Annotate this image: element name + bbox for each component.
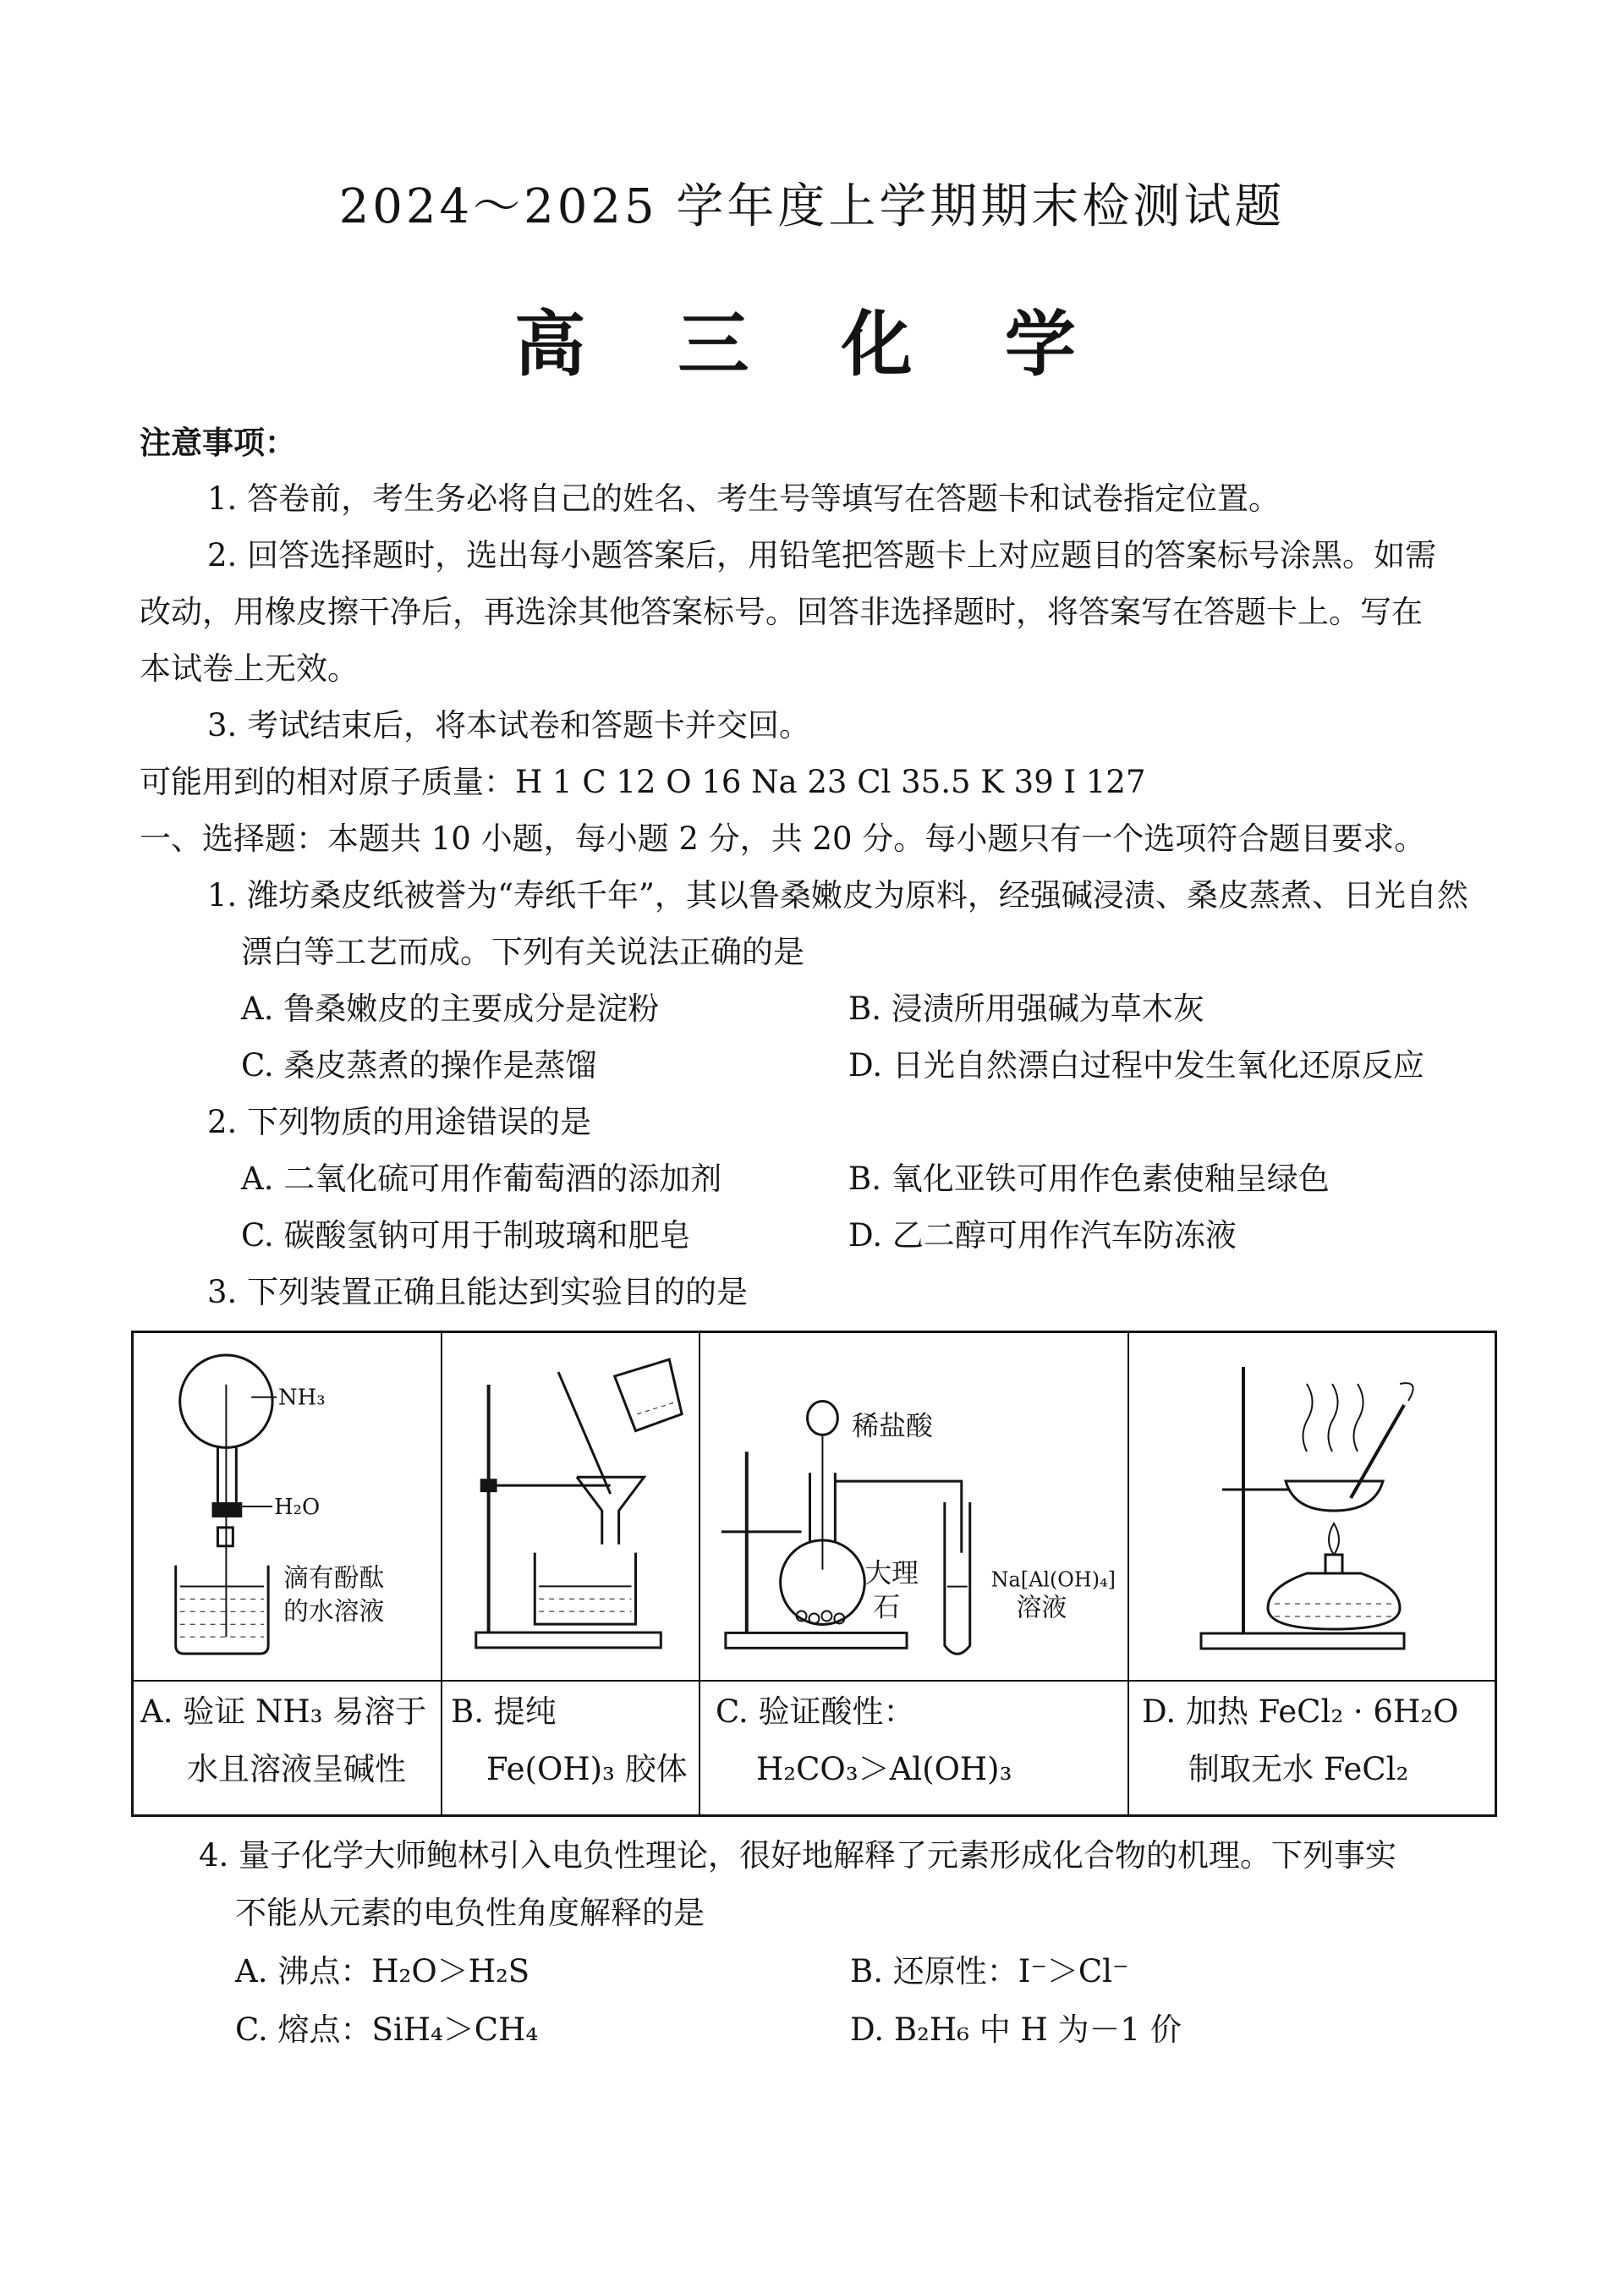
caption-c: [700, 1683, 1143, 1798]
label-nh3: NH₃: [278, 1385, 326, 1411]
q4-option-d: D. B₂H₆ 中 H 为－1 价: [850, 2011, 1182, 2048]
filtration-diagram: [442, 1333, 699, 1678]
label-phenolphthalein-1: 滴有酚酞: [283, 1563, 385, 1594]
q1-option-c: C. 桑皮蒸煮的操作是蒸馏: [241, 1047, 597, 1084]
caption-a: [134, 1683, 447, 1798]
q2-option-a: A. 二氧化硫可用作葡萄酒的添加剂: [241, 1161, 722, 1197]
caption-d-line-1: D. 加热 FeCl₂ · 6H₂O: [1142, 1693, 1459, 1730]
exam-title: 2024～2025 学年度上学期期末检测试题: [338, 179, 1286, 234]
caption-b-line-2: Fe(OH)₃ 胶体: [486, 1751, 688, 1787]
q4-stem-line-2: 不能从元素的电负性角度解释的是: [235, 1895, 705, 1931]
caption-c-line-2: H₂CO₃＞Al(OH)₃: [756, 1751, 1012, 1787]
fountain-experiment-diagram: [134, 1333, 441, 1678]
q4-stem-line-1: 4. 量子化学大师鲍林引入电负性理论，很好地解释了元素形成化合物的机理。下列事实: [199, 1837, 1397, 1874]
q2-option-d: D. 乙二醇可用作汽车防冻液: [848, 1217, 1237, 1254]
q3-apparatus-table: [131, 1331, 1497, 1817]
acidity-comparison-diagram: [700, 1333, 1127, 1678]
q1-stem-line-2: 漂白等工艺而成。下列有关说法正确的是: [241, 934, 804, 970]
caption-b-line-1: B. 提纯: [451, 1693, 557, 1730]
notice-heading: 注意事项：: [140, 424, 296, 461]
label-aluminate: Na[Al(OH)₄]: [990, 1567, 1116, 1592]
caption-d: [1129, 1683, 1512, 1798]
q4-option-b: B. 还原性：I⁻＞Cl⁻: [850, 1953, 1129, 1989]
caption-d-line-2: 制取无水 FeCl₂: [1188, 1751, 1409, 1787]
q2-option-b: B. 氧化亚铁可用作色素使釉呈绿色: [848, 1161, 1330, 1197]
q1-option-d: D. 日光自然漂白过程中发生氧化还原反应: [848, 1047, 1424, 1084]
notice-item-2-line-3: 本试卷上无效。: [140, 650, 359, 687]
caption-b: [442, 1683, 707, 1798]
notice-item-3: 3. 考试结束后，将本试卷和答题卡并交回。: [207, 707, 811, 744]
apparatus-cell-b: [442, 1333, 700, 1814]
caption-a-line-2: 水且溶液呈碱性: [187, 1751, 406, 1787]
notice-item-2-line-2: 改动，用橡皮擦干净后，再选涂其他答案标号。回答非选择题时，将答案写在答题卡上。写在: [140, 594, 1423, 630]
heating-evaporation-diagram: [1129, 1333, 1500, 1678]
q2-option-c: C. 碳酸氢钠可用于制玻璃和肥皂: [241, 1217, 691, 1254]
caption-c-line-1: C. 验证酸性：: [716, 1693, 915, 1730]
q1-option-a: A. 鲁桑嫩皮的主要成分是淀粉: [241, 991, 660, 1027]
q3-stem: 3. 下列装置正确且能达到实验目的的是: [207, 1274, 749, 1310]
q4-option-a: A. 沸点：H₂O＞H₂S: [235, 1953, 530, 1989]
label-phenolphthalein-2: 的水溶液: [283, 1597, 385, 1627]
label-marble-2: 石: [873, 1590, 901, 1623]
caption-a-line-1: A. 验证 NH₃ 易溶于: [140, 1693, 427, 1730]
q4-option-c: C. 熔点：SiH₄＞CH₄: [235, 2011, 539, 2048]
q2-stem: 2. 下列物质的用途错误的是: [207, 1104, 592, 1140]
atomic-masses: 可能用到的相对原子质量：H 1 C 12 O 16 Na 23 Cl 35.5 K 39 I 127: [140, 764, 1146, 800]
subject-title: 高 三 化 学: [514, 302, 1110, 386]
apparatus-cell-c: [700, 1333, 1129, 1814]
notice-item-1: 1. 答卷前，考生务必将自己的姓名、考生号等填写在答题卡和试卷指定位置。: [207, 480, 1281, 517]
label-aluminate-solution: 溶液: [1016, 1593, 1067, 1623]
label-marble-1: 大理: [864, 1556, 919, 1589]
apparatus-cell-a: [134, 1333, 442, 1814]
apparatus-cell-d: [1129, 1333, 1500, 1814]
label-h2o: H₂O: [274, 1494, 321, 1520]
notice-item-2-line-1: 2. 回答选择题时，选出每小题答案后，用铅笔把答题卡上对应题目的答案标号涂黑。如需: [207, 537, 1437, 573]
label-dilute-hcl: 稀盐酸: [852, 1409, 933, 1442]
q1-option-b: B. 浸渍所用强碱为草木灰: [848, 991, 1204, 1027]
section-1-heading: 一、选择题：本题共 10 小题，每小题 2 分，共 20 分。每小题只有一个选项符合题目要求。: [140, 820, 1426, 857]
q1-stem-line-1: 1. 潍坊桑皮纸被誉为“寿纸千年”，其以鲁桑嫩皮为原料，经强碱浸渍、桑皮蒸煮、日光自然: [207, 877, 1468, 914]
